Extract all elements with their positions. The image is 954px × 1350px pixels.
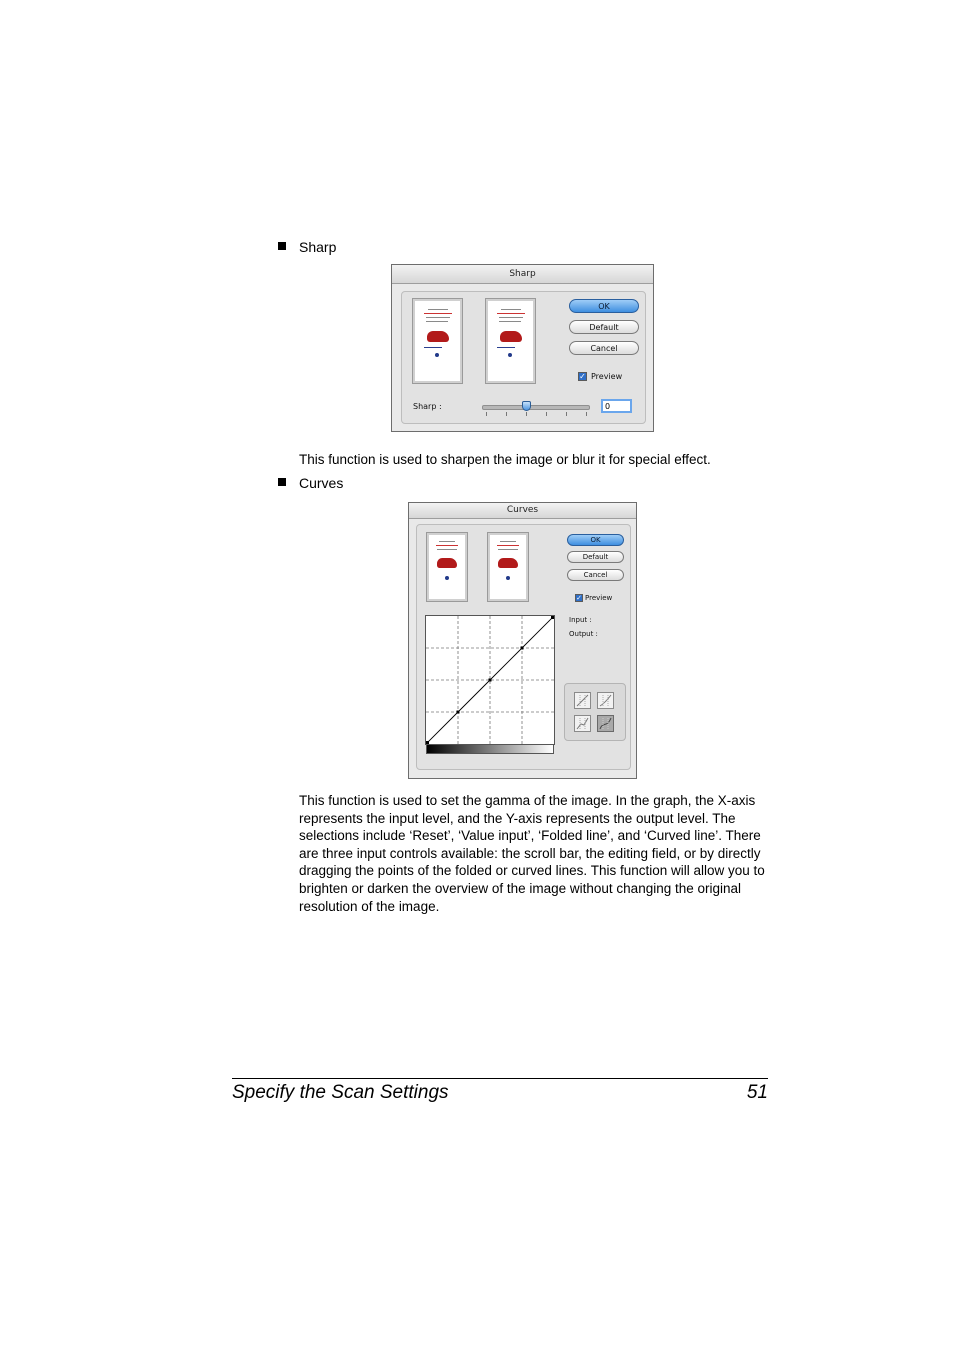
slider-track [482,405,590,410]
folded-line-icon[interactable] [574,715,591,732]
cancel-button[interactable]: Cancel [569,341,639,355]
sharp-slider[interactable] [482,400,590,418]
curve-control-point[interactable] [457,711,460,714]
slider-tick [566,412,567,416]
curves-description: This function is used to set the gamma of the image. In the graph, the X-axis represents the input level, and the Y-axis represents the output level. The selections include ‘Reset’, ‘Value input’, ‘Folded line’, and ‘Curved line’. There are three input controls available: the scroll bar, the editing field, or by directly dragging the points of the folded or curved lines. This function will allow you to brighten or darken the overview of the image without changing the original resolution of the image. [299,793,765,914]
reset-curve-icon[interactable] [574,692,591,709]
original-preview-thumbnail [412,298,463,384]
footer-title: Specify the Scan Settings [232,1082,449,1103]
adjusted-preview-thumbnail [487,532,529,602]
curve-mode-group [564,683,626,741]
output-label: Output : [569,630,598,638]
slider-tick [486,412,487,416]
footer-rule [232,1078,768,1079]
sharp-description: This function is used to sharpen the image or blur it for special effect. [299,452,711,467]
default-button[interactable]: Default [569,320,639,334]
curve-control-point[interactable] [521,647,524,650]
sharp-value-field[interactable] [601,399,632,413]
gradient-bar [426,744,554,754]
curved-line-icon[interactable] [597,715,614,732]
curves-dialog [408,502,637,779]
curve-control-point[interactable] [489,679,492,682]
preview-label: Preview [585,594,613,602]
preview-checkbox[interactable]: ✓ [576,594,582,602]
curves-dialog-title: Curves [409,503,636,519]
bullet-marker [278,478,286,486]
curves-heading: Curves [299,475,344,491]
page-number: 51 [746,1082,768,1103]
slider-thumb[interactable] [522,401,531,411]
sharp-label: Sharp : [413,402,442,411]
curve-graph[interactable] [425,615,555,745]
ok-button[interactable]: OK [567,534,624,546]
value-input-icon[interactable] [597,692,614,709]
slider-tick [526,412,527,416]
slider-tick [546,412,547,416]
bullet-marker [278,242,286,250]
sharp-dialog [391,264,654,432]
sharp-dialog-title: Sharp [392,265,653,284]
preview-checkbox[interactable]: ✓ [579,372,586,381]
sharpened-preview-thumbnail [485,298,536,384]
preview-label: Preview [591,372,623,381]
original-preview-thumbnail [426,532,468,602]
ok-button[interactable]: OK [569,299,639,313]
sharp-dialog-panel [401,291,646,424]
cancel-button[interactable]: Cancel [567,569,624,581]
input-label: Input : [569,616,592,624]
slider-tick [506,412,507,416]
curve-control-point[interactable] [551,616,554,619]
curves-dialog-panel [416,524,631,770]
default-button[interactable]: Default [567,551,624,563]
slider-tick [586,412,587,416]
sharp-heading: Sharp [299,239,337,255]
